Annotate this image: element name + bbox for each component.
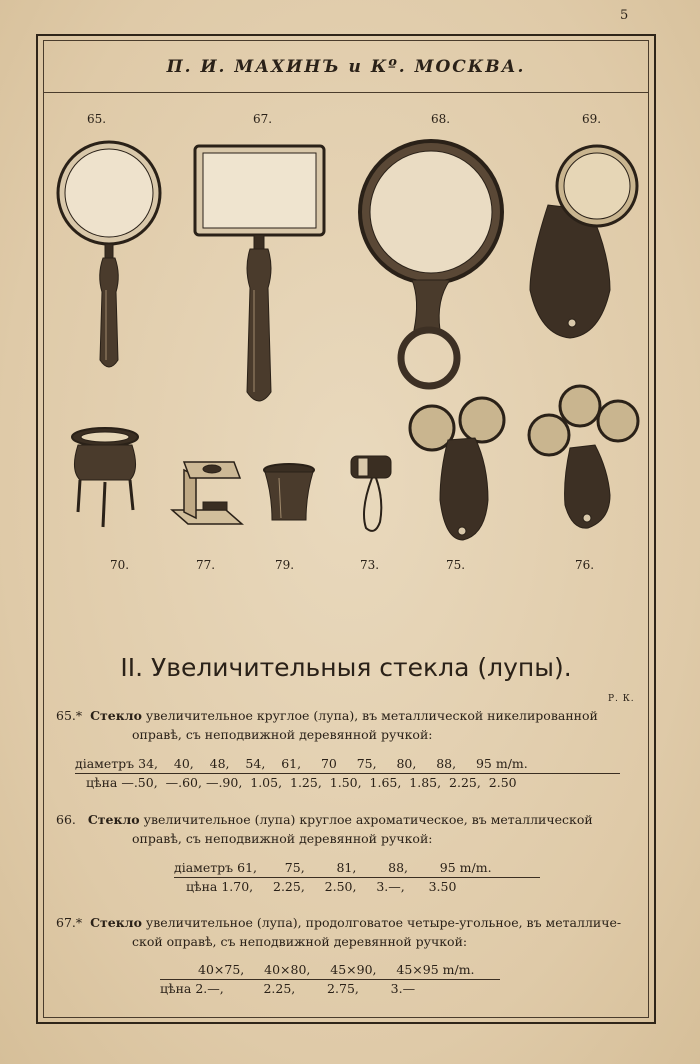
figure-number: 68. [431,112,451,126]
item-name: Стекло [90,915,142,930]
figure-number: 67. [253,112,273,126]
cup-loupe-illustration [264,464,314,520]
page-number: 5 [620,8,629,23]
figure-number: 65. [87,112,107,126]
catalog-item [56,706,598,725]
figure-number: 76. [575,558,595,572]
item-name: Стекло [87,812,140,827]
figure-number: 79. [275,558,295,572]
watchmaker-loupe-illustration [351,456,391,531]
company-header: П. И. МАХИНЪ и Кº. МОСКВА. [166,57,526,77]
double-folding-loupe-illustration [410,398,504,540]
table-rule [174,877,540,878]
price-row: цѣна 2.—, 2.25, 2.75, 3.— [160,981,416,996]
item-description-continued: оправѣ, съ неподвижной деревянной ручкой: [132,727,433,742]
diameter-row: діаметръ 34, 40, 48, 54, 61, 70 75, 80, 88, 95 m/m. [75,756,528,771]
figure-number: 75. [446,558,466,572]
catalog-item [56,810,593,829]
tripod-magnifier-illustration [72,428,138,527]
item-name: Стекло [90,708,142,723]
figure-number: 69. [582,112,602,126]
item-number: 67.* [56,915,83,930]
size-row: 40×75, 40×80, 45×90, 45×95 m/m. [198,962,475,977]
item-description: увеличительное круглое (лупа), въ металлической никелированной [145,708,598,723]
price-row: цѣна 1.70, 2.25, 2.50, 3.—, 3.50 [186,879,457,894]
catalog-item [56,913,621,932]
diameter-row: діаметръ 61, 75, 81, 88, 95 m/m. [174,860,492,875]
price-row: цѣна —.50, —.60, —.90, 1.05, 1.25, 1.50, 1.65, 1.85, 2.25, 2.50 [86,775,517,790]
rectangular-magnifier-illustration [195,146,324,401]
triple-folding-loupe-illustration [529,386,638,528]
figure-number: 73. [360,558,380,572]
table-rule [160,979,500,980]
figure-number: 70. [110,558,130,572]
item-description-continued: оправѣ, съ неподвижной деревянной ручкой: [132,831,433,846]
item-description: увеличительное (лупа), продолговатое четыре-угольное, въ металличе- [145,915,622,930]
item-description-continued: ской оправѣ, съ неподвижной деревянной ручкой: [132,934,468,949]
item-number: 66. [56,812,76,827]
pocket-magnifier-illustration [530,146,637,338]
round-magnifier-illustration [58,142,160,367]
section-title: II. Увеличительныя стекла (лупы). [120,653,572,682]
item-number: 65.* [56,708,83,723]
price-unit-label: Р. К. [608,694,635,704]
item-description: увеличительное (лупа) круглое ахроматическое, въ металлической [143,812,593,827]
linen-tester-illustration [172,462,242,524]
ring-handle-magnifier-illustration [360,141,502,386]
table-rule [75,773,620,774]
figure-number: 77. [196,558,216,572]
